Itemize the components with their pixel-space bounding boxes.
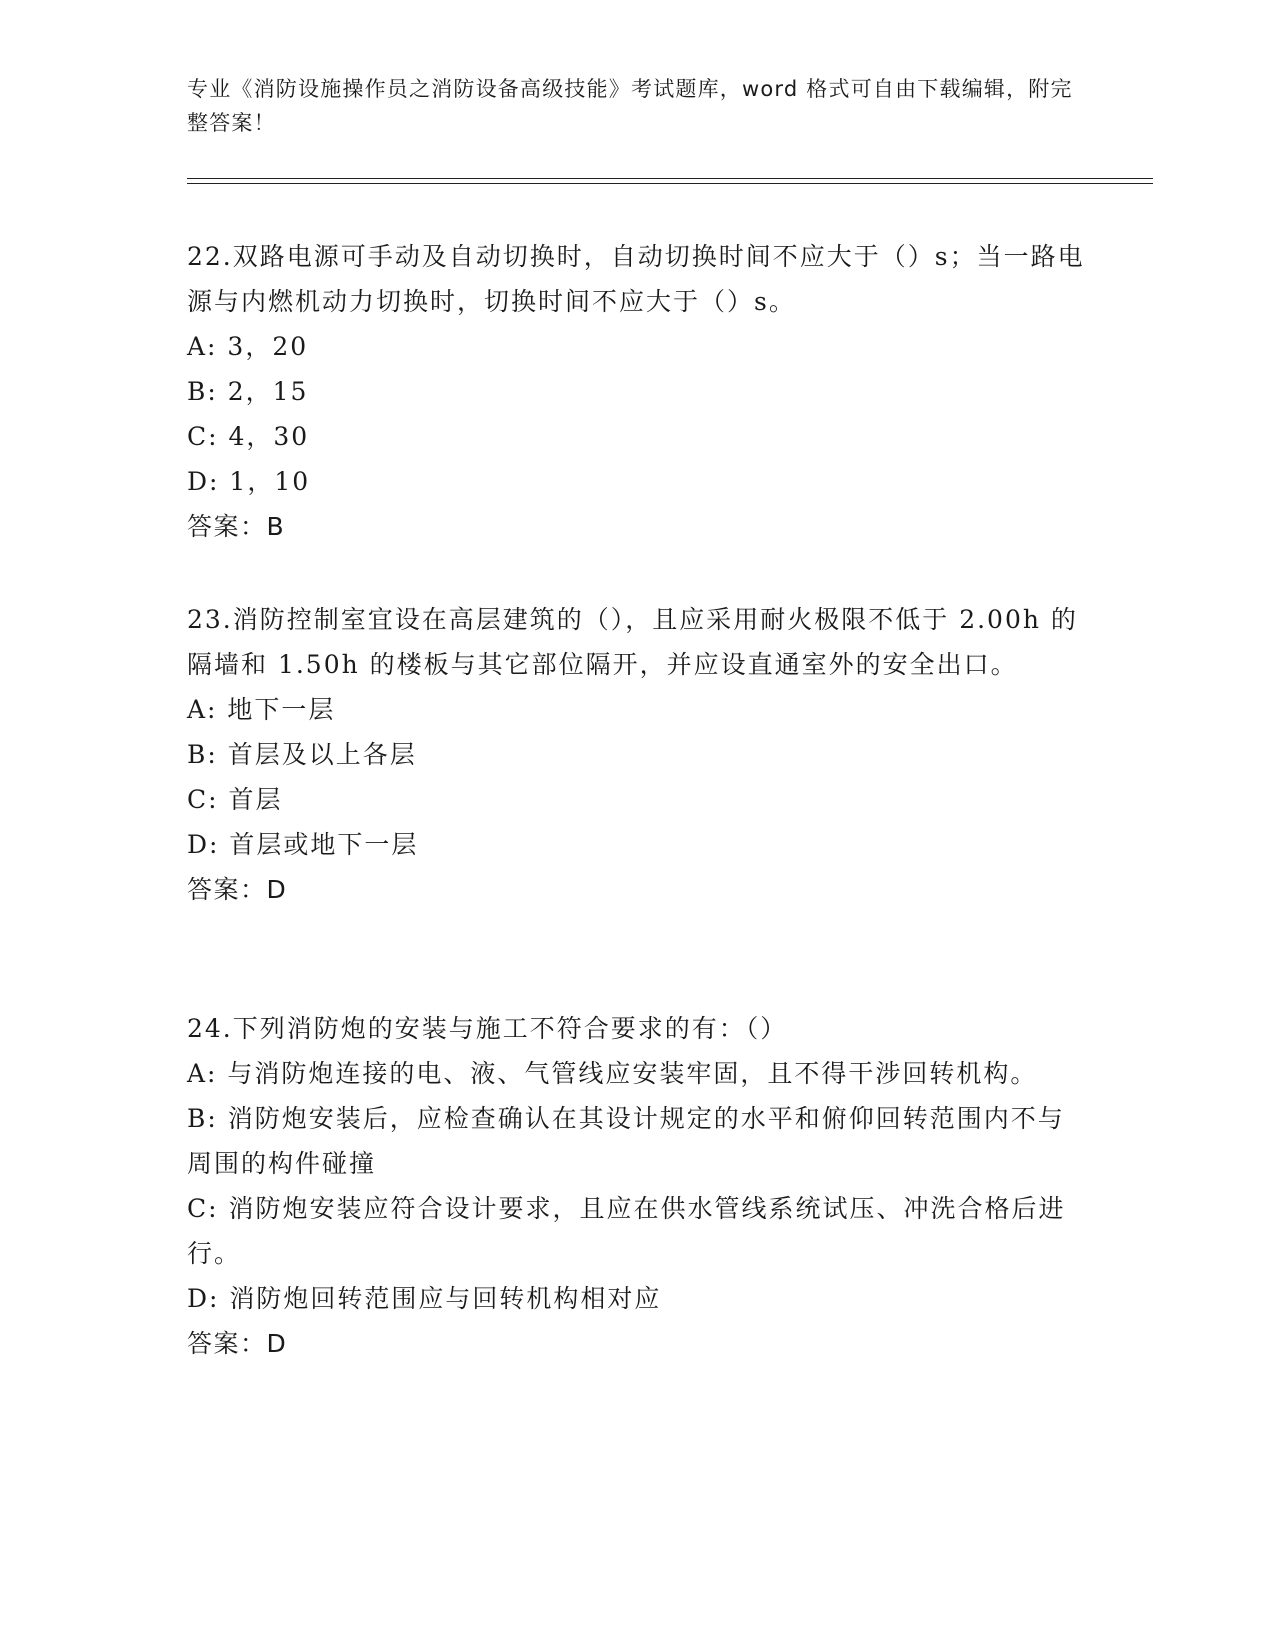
option-b: B: 消防炮安装后，应检查确认在其设计规定的水平和俯仰回转范围内不与周围的构件碰撞 (187, 1104, 1065, 1178)
option-c: C: 4，30 (187, 422, 310, 451)
header-divider-bottom (187, 183, 1153, 184)
question-text: 22.双路电源可手动及自动切换时，自动切换时间不应大于（）s；当一路电源与内燃机动力切换时，切换时间不应大于（）s。 (187, 242, 1085, 316)
question-22 (187, 234, 1087, 549)
answer: 答案：D (187, 875, 288, 904)
answer: 答案：B (187, 512, 286, 541)
option-a: A: 地下一层 (187, 695, 336, 724)
question-24 (187, 1006, 1087, 1366)
option-a: A: 与消防炮连接的电、液、气管线应安装牢固，且不得干涉回转机构。 (187, 1059, 1038, 1088)
option-b: B: 首层及以上各层 (187, 740, 417, 769)
option-c: C: 首层 (187, 785, 283, 814)
header-divider-top (187, 178, 1153, 179)
answer: 答案：D (187, 1329, 288, 1358)
option-c: C: 消防炮安装应符合设计要求，且应在供水管线系统试压、冲洗合格后进行。 (187, 1194, 1066, 1268)
option-a: A: 3，20 (187, 332, 309, 361)
question-text: 23.消防控制室宜设在高层建筑的（），且应采用耐火极限不低于 2.00h 的隔墙和 1.50h 的楼板与其它部位隔开，并应设直通室外的安全出口。 (187, 605, 1078, 679)
option-d: D: 1，10 (187, 467, 311, 496)
option-b: B: 2，15 (187, 377, 309, 406)
option-d: D: 消防炮回转范围应与回转机构相对应 (187, 1284, 662, 1313)
question-23 (187, 597, 1087, 912)
document-header: 专业《消防设施操作员之消防设备高级技能》考试题库，word 格式可自由下载编辑，附完整答案！ (187, 77, 1073, 135)
question-text: 24.下列消防炮的安装与施工不符合要求的有：（） (187, 1014, 788, 1043)
option-d: D: 首层或地下一层 (187, 830, 419, 859)
